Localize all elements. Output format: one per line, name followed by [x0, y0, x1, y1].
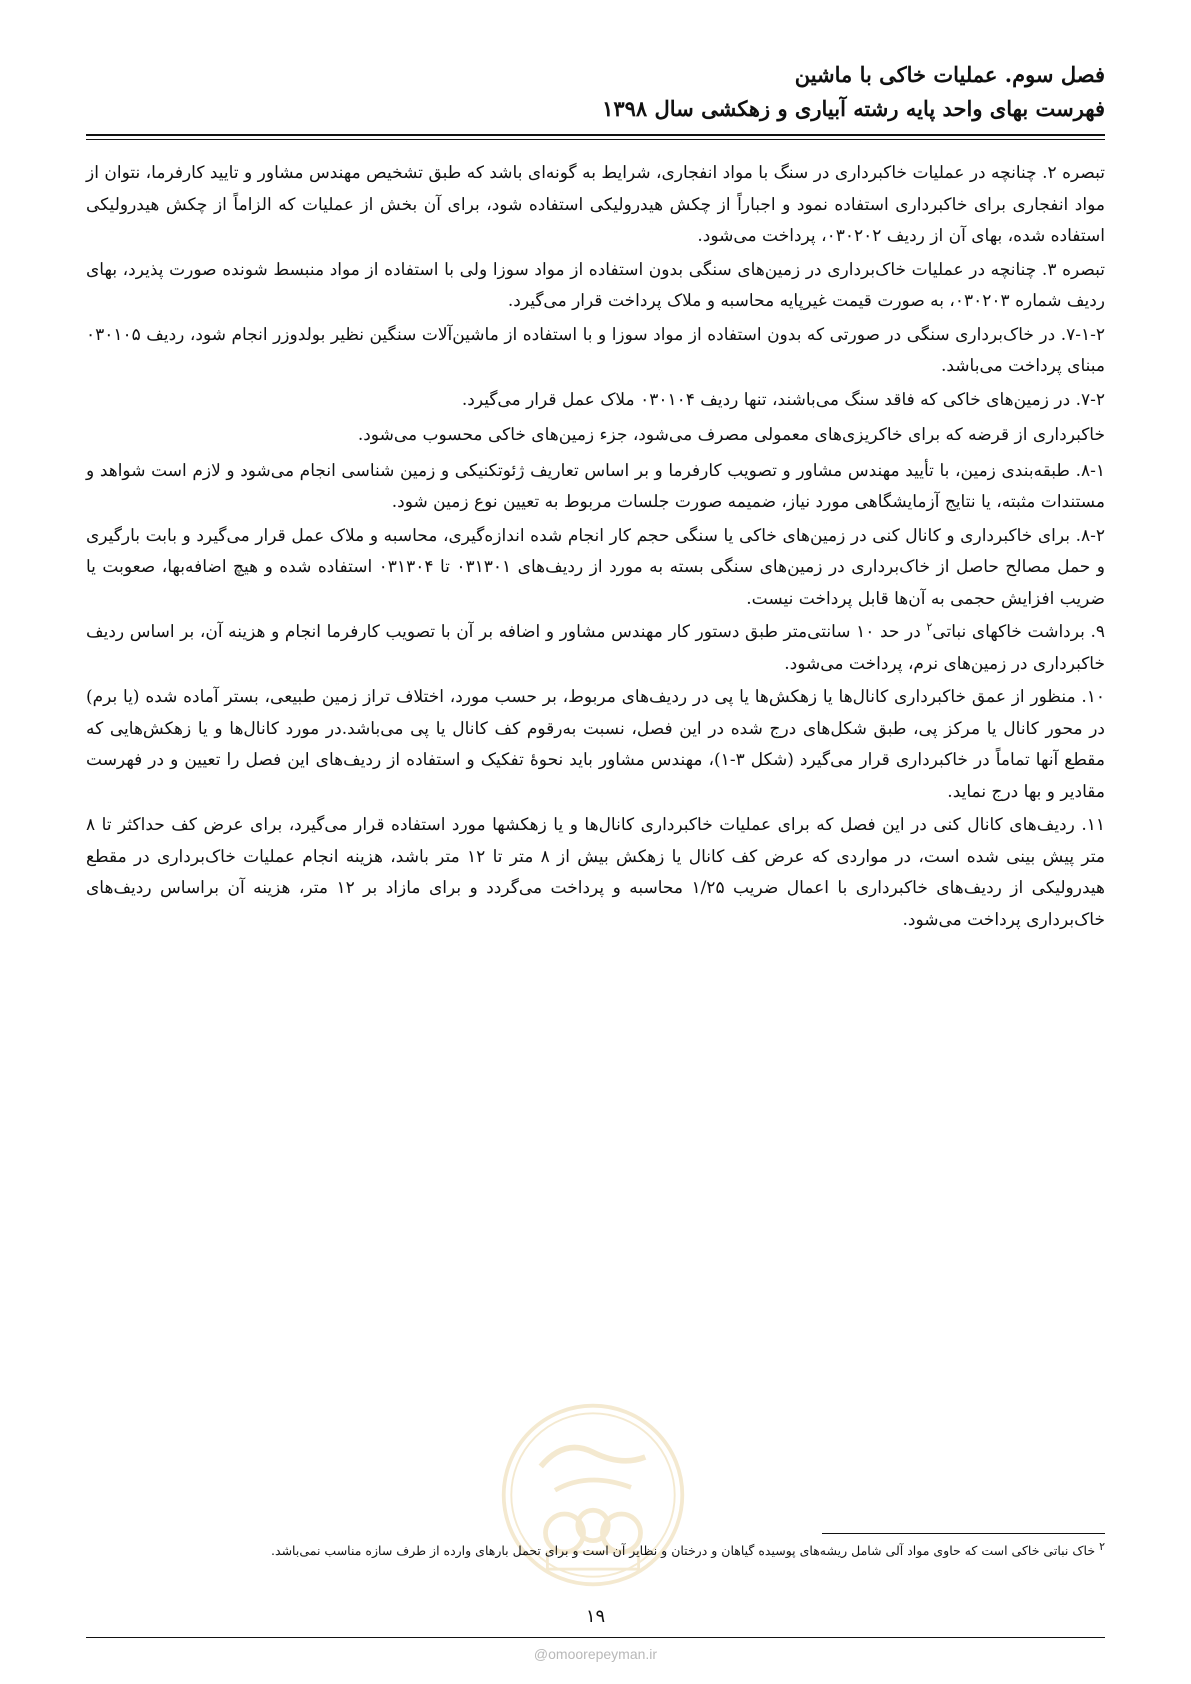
chapter-title: فصل سوم. عملیات خاکی با ماشین [794, 62, 1105, 87]
footnote-separator [822, 1533, 1105, 1534]
paragraph-9-end: در حد ۱۰ سانتی‌متر طبق دستور کار مهندس مشاور و اضافه بر آن با تصویب کارفرما انجام و هزینه آن، بر اساس ردیف خاکبرداری در زمین‌های نرم، پرداخت می‌شود. [86, 622, 1105, 674]
paragraph-7-1-2: ۷-۱-۲. در خاک‌برداری سنگی در صورتی که بدون استفاده از مواد سوزا و با استفاده از ماشین‌آلات سنگین نظیر بولدوزر انجام شود، ردیف ۰۳۰۱۰۵ مبنای پرداخت می‌باشد. [86, 324, 1105, 376]
footer-rule [86, 1637, 1105, 1638]
paragraph-7-2: ۷-۲. در زمین‌های خاکی که فاقد سنگ می‌باشند، تنها ردیف ۰۳۰۱۰۴ ملاک عمل قرار می‌گیرد. [461, 389, 1105, 410]
header-rule-thin [86, 139, 1105, 140]
omoore-peyman-logo [498, 1400, 688, 1590]
footnote-text: خاک نباتی خاکی است که حاوی مواد آلی شامل ریشه‌های پوسیده گیاهان و درختان و نظایر آن است و برای تحمل بارهای وارده از طرف سازه مناسب نمی‌باشد. [271, 1543, 1096, 1558]
header-rule-thick [86, 134, 1105, 136]
body-text [86, 158, 1105, 938]
paragraph-10: ۱۰. منظور از عمق خاکبرداری کانال‌ها یا زهکش‌ها یا پی در ردیف‌های مربوط، بر حسب مورد، اختلاف تراز زمین طبیعی، بستر آماده شده (یا برم) در محور کانال یا مرکز پی، طبق شکل‌های درج شده در این فصل، نسبت به‌رقوم کف کانال یا پی می‌باشد.در مورد کانال‌ها و یا زهکش‌هایی که مقطع آنها تماماً در خاکبرداری قرار می‌گیرد (شکل ۳-۱)، مهندس مشاور باید نحوهٔ تفکیک و استفاده از ردیف‌های این فصل را تعیین و در فهرست مقادیر و بها درج نماید. [86, 687, 1105, 802]
paragraph-9-start: ۹. برداشت خاکهای نباتی [932, 622, 1105, 642]
page-number: ۱۹ [585, 1606, 606, 1627]
paragraph-8-1: ۸-۱. طبقه‌بندی زمین، با تأیید مهندس مشاور و تصویب کارفرما و بر اساس تعاریف ژئوتکنیکی و زمین شناسی انجام می‌شود و لازم است شواهد و مستندات مثبته، یا نتایج آزمایشگاهی مورد نیاز، ضمیمه صورت جلسات مربوط به تعیین نوع زمین شود. [86, 460, 1105, 512]
book-title: فهرست بهای واحد پایه رشته آبیاری و زهکشی سال ۱۳۹۸ [602, 96, 1105, 121]
paragraph-borrow: خاکبرداری از قرضه که برای خاکریزی‌های معمولی مصرف می‌شود، جزء زمین‌های خاکی محسوب می‌شود. [357, 425, 1105, 445]
paragraph-11: ۱۱. ردیف‌های کانال کنی در این فصل که برای عملیات خاکبرداری کانال‌ها و یا زهکشها مورد استفاده قرار می‌گیرد، برای عرض کف حداکثر تا ۸ متر پیش بینی شده است، در مواردی که عرض کف کانال یا زهکش بیش از ۸ متر تا ۱۲ متر باشد، هزینه انجام عملیات خاک‌برداری در مقطع هیدرولیکی از ردیف‌های خاکبرداری با اعمال ضریب ۱/۲۵ محاسبه و پرداخت می‌گردد و برای مازاد بر ۱۲ متر، هزینه آن براساس ردیف‌های خاک‌برداری پرداخت می‌شود. [86, 815, 1105, 930]
footnote-marker: ۲ [1099, 1539, 1105, 1553]
footnote [85, 1539, 1105, 1560]
paragraph-8-2: ۸-۲. برای خاکبرداری و کانال کنی در زمین‌های خاکی یا سنگی حجم کار انجام شده اندازه‌گیری، محاسبه و ملاک عمل قرار می‌گیرد و بابت بارگیری و حمل مصالح حاصل از خاک‌برداری در زمین‌های سنگی بسته به مورد از ردیف‌های ۰۳۱۳۰۱ تا ۰۳۱۳۰۴ استفاده شده و هیچ اضافه‌بها، صعوبت یا ضریب افزایش حجمی به آن‌ها قابل پرداخت نیست. [86, 525, 1105, 609]
paragraph-9 [86, 617, 1105, 680]
watermark-site: @omoorepeyman.ir [533, 1646, 658, 1662]
page-header [85, 58, 1105, 126]
paragraph-note-2: تبصره ۲. چنانچه در عملیات خاکبرداری در سنگ با مواد انفجاری، شرایط به گونه‌ای باشد که طبق تشخیص مهندس مشاور و تایید کارفرما، نتوان از مواد انفجاری برای خاکبرداری استفاده نمود و اجباراً از چکش هیدرولیکی استفاده شود، برای آن بخش از عملیات که الزاماً از چکش هیدرولیکی استفاده شده، بهای آن از ردیف ۰۳۰۲۰۲، پرداخت می‌شود. [86, 163, 1106, 246]
paragraph-note-3: تبصره ۳. چنانچه در عملیات خاک‌برداری در زمین‌های سنگی بدون استفاده از مواد سوزا ولی با استفاده از مواد منبسط شونده صورت پذیرد، بهای ردیف شماره ۰۳۰۲۰۳، به صورت قیمت غیرپایه محاسبه و ملاک پرداخت قرار می‌گیرد. [86, 259, 1105, 311]
footnote-ref: ۲ [926, 620, 933, 634]
